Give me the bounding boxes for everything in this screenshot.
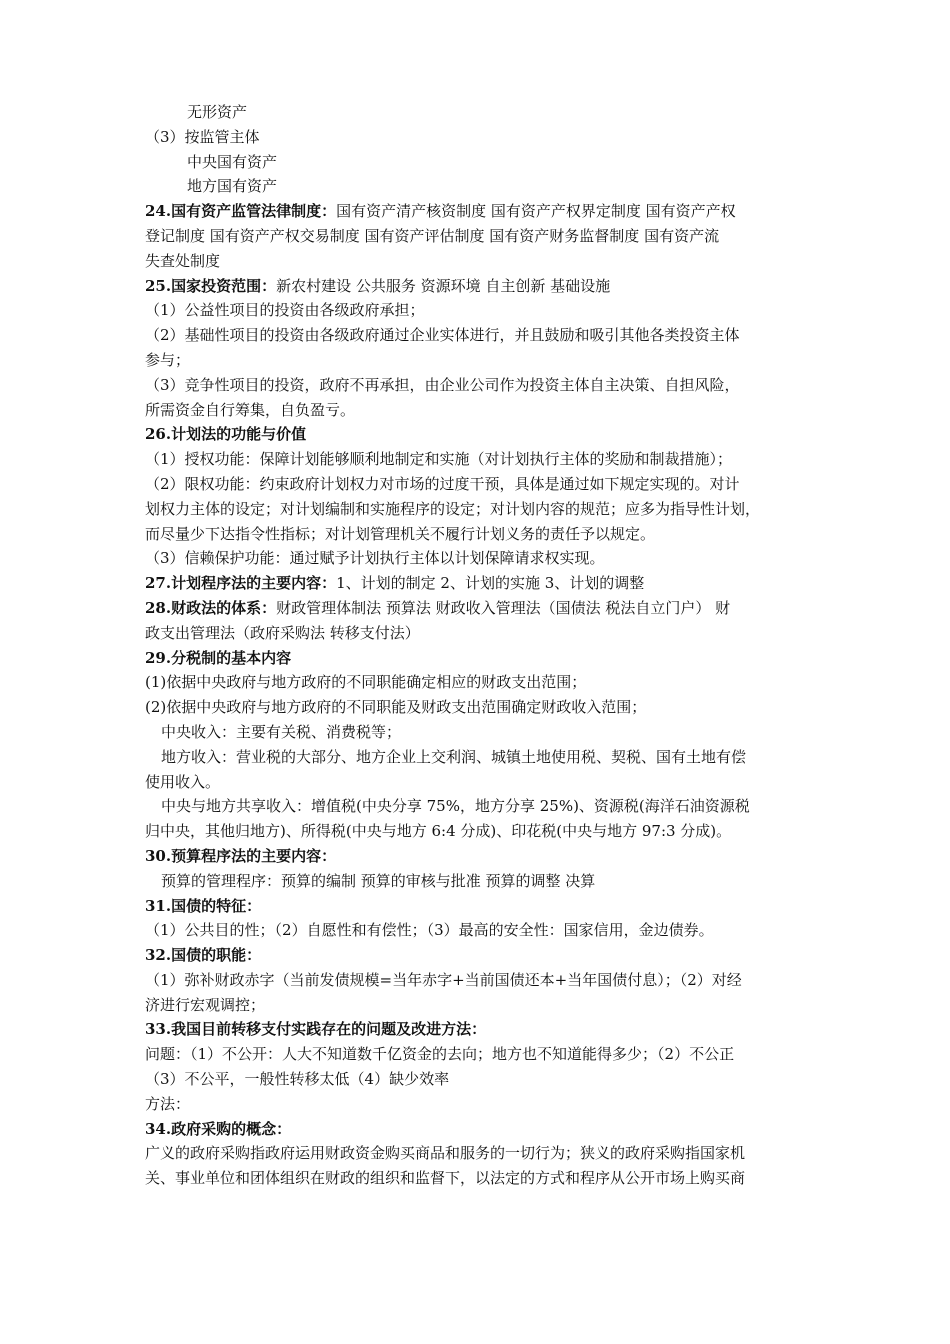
- text-line: 无形资产: [187, 103, 248, 121]
- section-heading-26: [145, 422, 820, 447]
- section-heading-24: [145, 199, 820, 224]
- text-line: 而尽量少下达指令性指标；对计划管理机关不履行计划义务的责任予以规定。: [145, 524, 656, 543]
- text-line: 问题：（1）不公开：人大不知道数千亿资金的去向；地方也不知道能得多少；（2）不公正: [145, 1045, 735, 1064]
- heading-text: 财政管理体制法 预算法 财政收入管理法（国债法 税法自立门户） 财: [276, 598, 731, 617]
- text-line: （3）不公平，一般性转移太低（4）缺少效率: [145, 1070, 450, 1089]
- text-line: 济进行宏观调控；: [145, 995, 266, 1014]
- heading-label: 29.分税制的基本内容: [145, 648, 292, 667]
- text-line: 归中央，其他归地方)、所得税(中央与地方 6:4 分成)、印花税(中央与地方 97:3 分成)。: [145, 822, 732, 841]
- heading-label: 32.国债的职能：: [145, 946, 262, 965]
- section-heading-33: [145, 1017, 820, 1042]
- section-heading-27: [145, 571, 820, 596]
- section-heading-34: [145, 1117, 820, 1142]
- section-heading-25: [145, 274, 820, 299]
- heading-label: 34.政府采购的概念：: [145, 1119, 292, 1138]
- text-line: (2)依据中央政府与地方政府的不同职能及财政支出范围确定财政收入范围；: [145, 698, 647, 717]
- text-line: 地方国有资产: [187, 177, 278, 196]
- text-line: 政支出管理法（政府采购法 转移支付法）: [145, 623, 420, 642]
- text-line: 中央收入：主要有关税、消费税等；: [161, 722, 402, 741]
- text-line: （2）基础性项目的投资由各级政府通过企业实体进行，并且鼓励和吸引其他各类投资主体: [145, 326, 740, 345]
- text-line: 失查处制度: [145, 251, 221, 270]
- text-line: 预算的管理程序：预算的编制 预算的审核与批准 预算的调整 决算: [161, 871, 596, 890]
- text-line: 划权力主体的设定；对计划编制和实施程序的设定；对计划内容的规范；应多为指导性计划，: [145, 499, 761, 518]
- text-line: 登记制度 国有资产产权交易制度 国有资产评估制度 国有资产财务监督制度 国有资产流: [145, 226, 720, 245]
- text-line: 中央与地方共享收入：增值税(中央分享 75%，地方分享 25%)、资源税(海洋石油资源税: [161, 797, 750, 816]
- section-heading-32: [145, 943, 820, 968]
- heading-text: 国有资产清产核资制度 国有资产产权界定制度 国有资产产权: [336, 202, 736, 221]
- text-line: 使用收入。: [145, 772, 221, 791]
- section-heading-31: [145, 894, 820, 919]
- text-line: （1）公共目的性；（2）自愿性和有偿性；（3）最高的安全性：国家信用，金边债券。: [145, 921, 714, 940]
- text-line: （3）信赖保护功能：通过赋予计划执行主体以计划保障请求权实现。: [145, 549, 605, 568]
- text-line: 中央国有资产: [187, 152, 278, 171]
- text-line: 所需资金自行筹集，自负盈亏。: [145, 400, 356, 419]
- heading-label: 24.国有资产监管法律制度：: [145, 202, 337, 221]
- text-line: （3）按监管主体: [145, 127, 260, 146]
- text-line: 地方收入：营业税的大部分、地方企业上交利润、城镇土地使用税、契税、国有土地有偿: [161, 747, 747, 766]
- heading-label: 26.计划法的功能与价值: [145, 425, 307, 444]
- text-line: （1）公益性项目的投资由各级政府承担；: [145, 301, 425, 320]
- text-line: (1)依据中央政府与地方政府的不同职能确定相应的财政支出范围；: [145, 673, 587, 692]
- heading-label: 31.国债的特征：: [145, 896, 262, 915]
- section-heading-30: [145, 844, 820, 869]
- heading-text: 新农村建设 公共服务 资源环境 自主创新 基础设施: [276, 276, 611, 295]
- text-line: 关、事业单位和团体组织在财政的组织和监督下，以法定的方式和程序从公开市场上购买商: [145, 1169, 746, 1188]
- heading-label: 25.国家投资范围：: [145, 276, 277, 295]
- heading-label: 27.计划程序法的主要内容：: [145, 574, 337, 593]
- text-line: （2）限权功能：约束政府计划权力对市场的过度干预，具体是通过如下规定实现的。对计: [145, 474, 740, 493]
- text-line: 参与；: [145, 350, 191, 369]
- text-line: 方法：: [145, 1094, 191, 1113]
- section-heading-28: [145, 596, 820, 621]
- text-line: （1）弥补财政赤字（当前发债规模=当年赤字+当前国债还本+当年国债付息）；（2）对经: [145, 970, 742, 989]
- section-heading-29: [145, 646, 820, 671]
- text-line: （3）竞争性项目的投资，政府不再承担，由企业公司作为投资主体自主决策、自担风险，: [145, 375, 740, 394]
- heading-label: 30.预算程序法的主要内容：: [145, 846, 337, 865]
- heading-label: 28.财政法的体系：: [145, 598, 277, 617]
- text-line: 广义的政府采购指政府运用财政资金购买商品和服务的一切行为；狭义的政府采购指国家机: [145, 1144, 746, 1163]
- document-body: [145, 100, 820, 1191]
- heading-label: 33.我国目前转移支付实践存在的问题及改进方法：: [145, 1020, 487, 1039]
- heading-text: 1、计划的制定 2、计划的实施 3、计划的调整: [336, 574, 645, 593]
- text-line: （1）授权功能：保障计划能够顺利地制定和实施（对计划执行主体的奖励和制裁措施）；: [145, 450, 733, 469]
